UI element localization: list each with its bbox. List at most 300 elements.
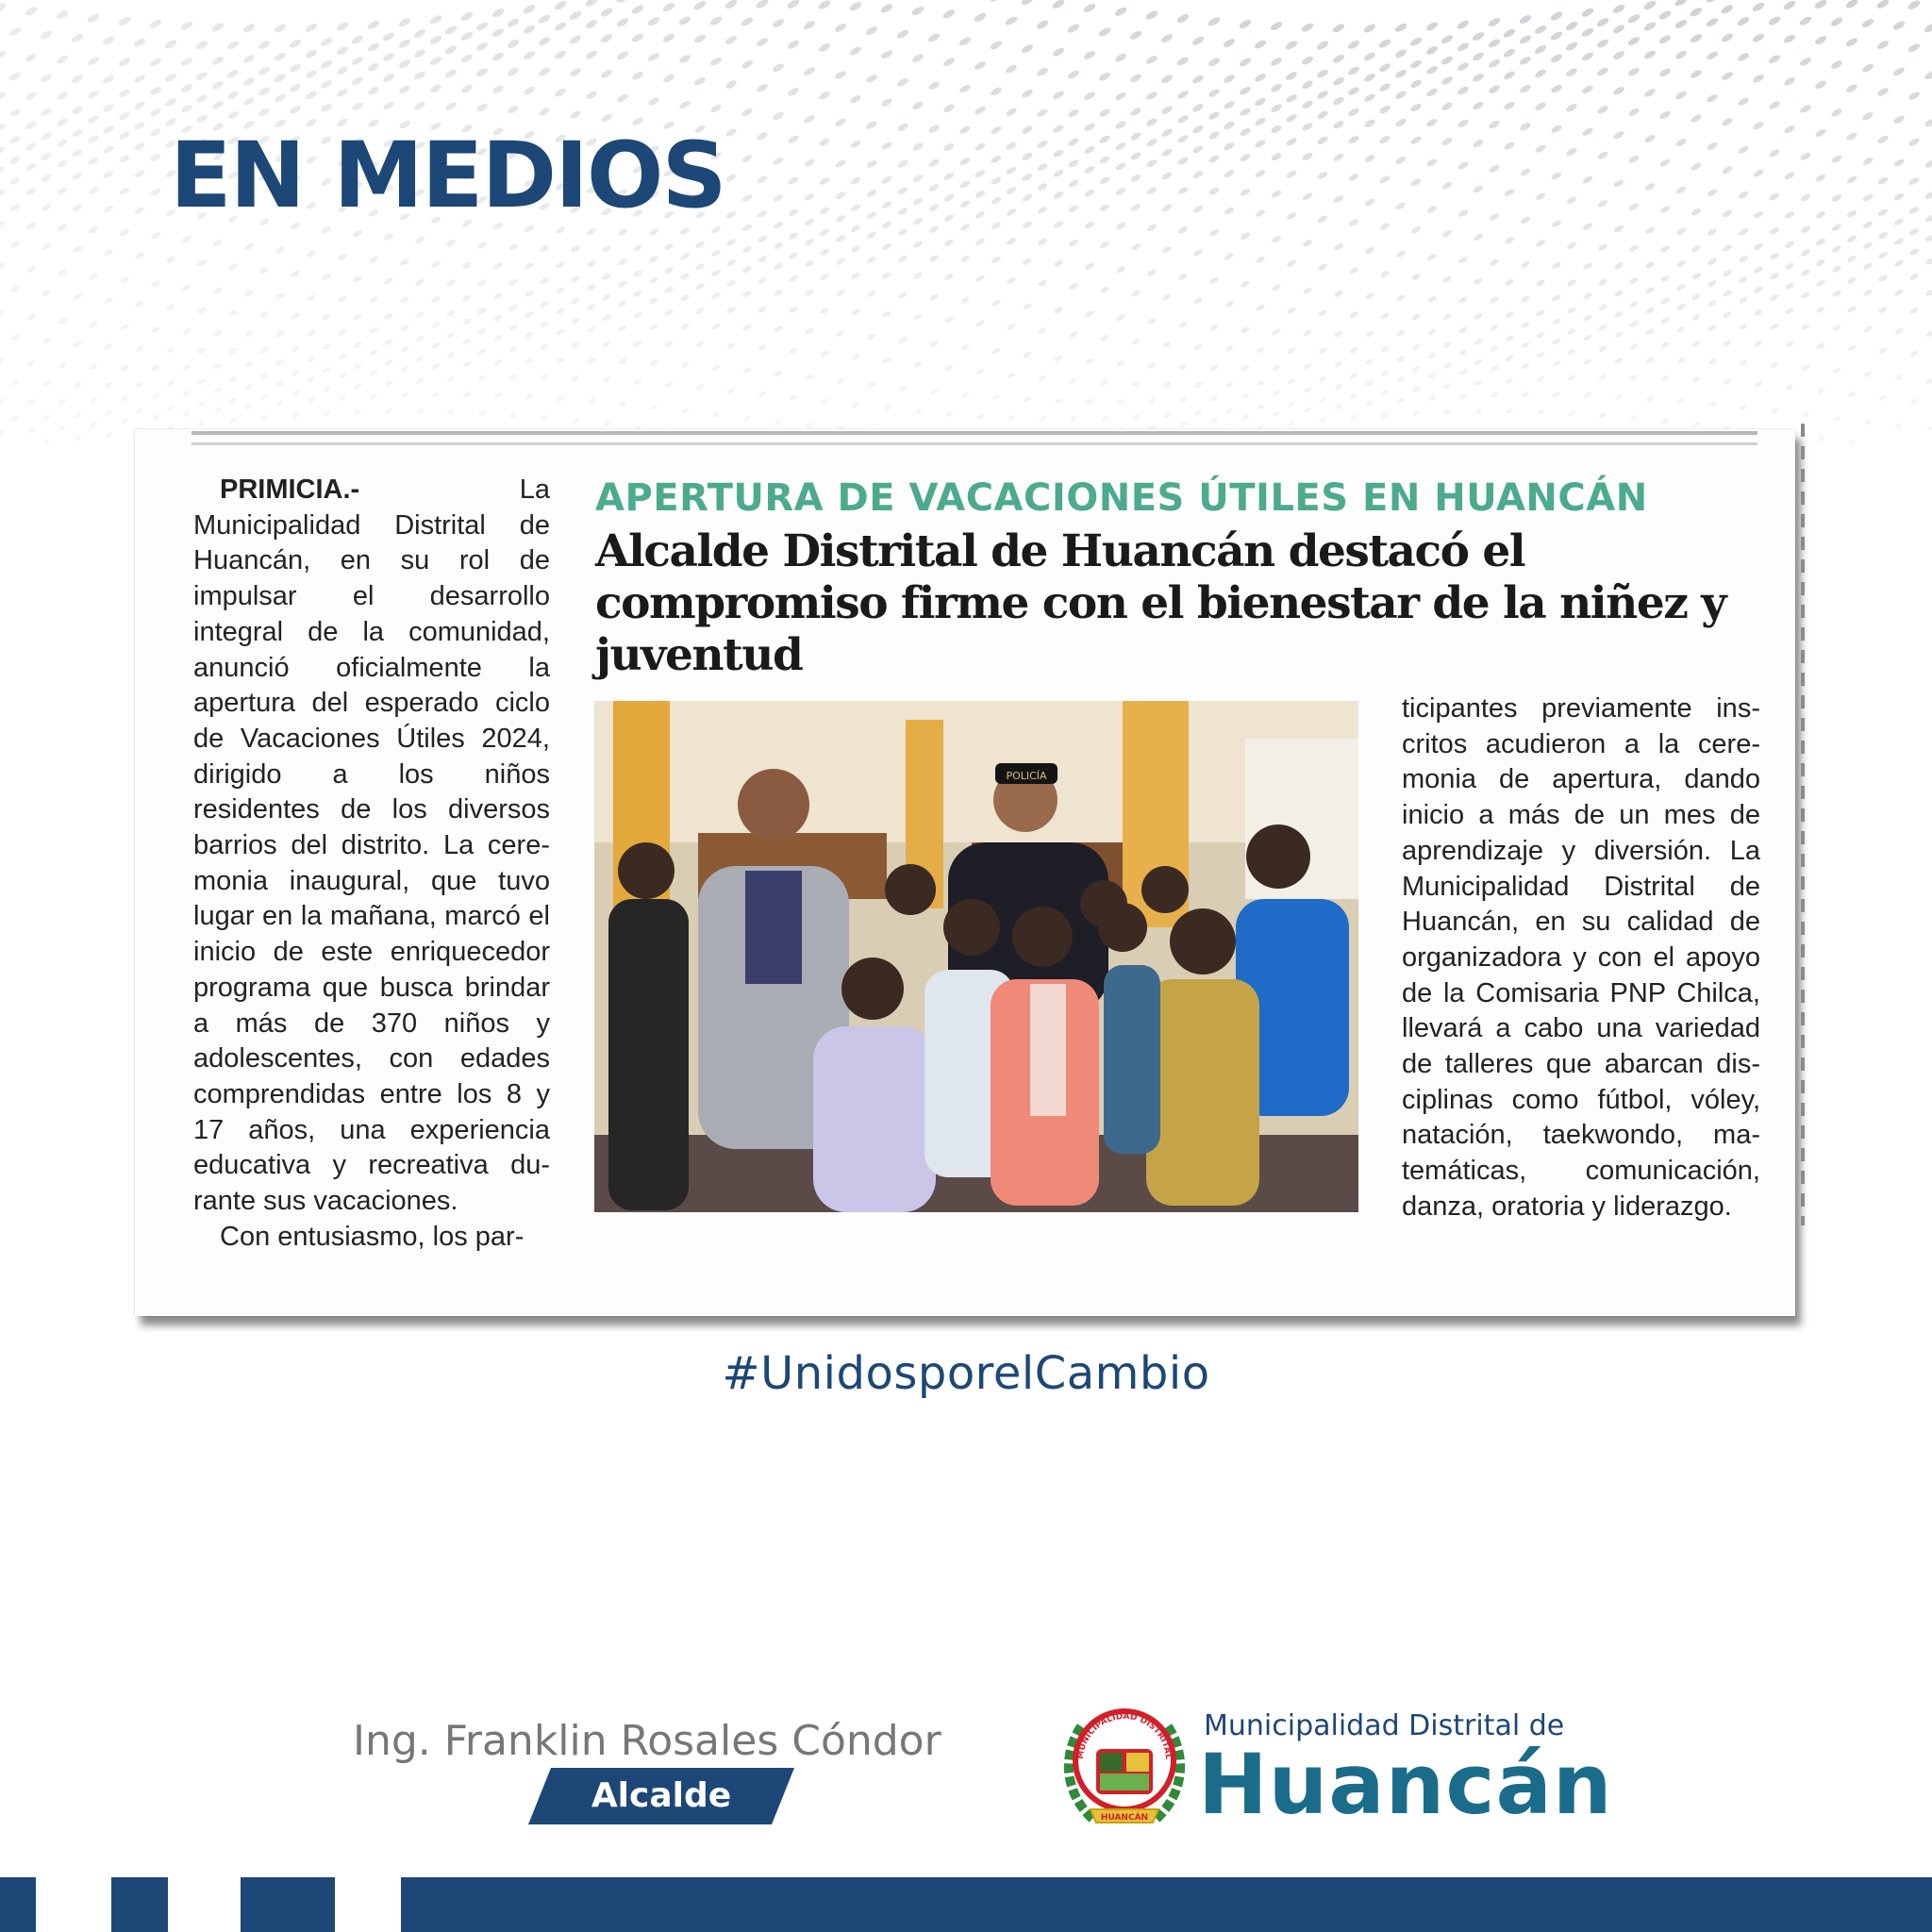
bg-dot <box>944 410 954 418</box>
bg-dot <box>772 62 785 74</box>
bg-dot <box>413 70 426 81</box>
bg-dot <box>1878 394 1888 402</box>
bg-dot <box>1565 102 1578 113</box>
bg-dot <box>103 170 115 180</box>
bg-dot <box>1147 361 1157 370</box>
bg-dot <box>1427 394 1437 402</box>
bg-dot <box>149 57 163 68</box>
bg-dot <box>693 75 707 87</box>
bg-dot <box>57 186 69 196</box>
bg-dot <box>833 22 847 34</box>
bg-dot <box>1628 243 1640 253</box>
bg-dot <box>1241 325 1251 334</box>
bg-dot <box>226 40 241 51</box>
bg-dot <box>103 296 113 306</box>
bg-dot <box>1021 88 1034 99</box>
bg-dot <box>880 141 892 151</box>
bg-dot <box>773 261 784 271</box>
bg-dot <box>1069 330 1079 339</box>
bg-dot <box>1363 72 1376 83</box>
bg-dot <box>817 0 832 11</box>
bg-dot <box>1442 341 1453 349</box>
bg-dot <box>1770 408 1779 415</box>
bg-dot <box>1409 36 1424 47</box>
bg-dot <box>523 50 537 61</box>
bg-dot <box>1053 220 1064 229</box>
bg-dot <box>866 210 877 220</box>
bg-dot <box>865 158 877 169</box>
bg-dot <box>1083 164 1095 175</box>
bg-dot <box>1908 227 1920 237</box>
bg-dot <box>1877 251 1889 260</box>
bg-dot <box>1925 425 1932 432</box>
bg-dot <box>1177 225 1189 235</box>
bg-dot <box>633 310 643 319</box>
bg-dot <box>820 397 829 405</box>
bg-dot <box>959 179 972 190</box>
bg-dot <box>1409 78 1423 90</box>
bg-dot <box>117 15 131 27</box>
bg-dot <box>1303 406 1312 413</box>
bg-dot <box>291 390 300 397</box>
bg-dot <box>1737 144 1749 155</box>
bg-dot <box>911 100 924 111</box>
bg-dot <box>1303 362 1312 371</box>
bg-dot <box>1006 276 1016 286</box>
bg-dot <box>1582 261 1593 271</box>
bg-dot <box>383 276 393 286</box>
footer-bar <box>0 1877 1932 1932</box>
bg-dot <box>663 266 675 275</box>
bg-dot <box>399 258 410 267</box>
hashtag: #UnidosporelCambio <box>722 1347 1210 1400</box>
bg-dot <box>835 214 846 224</box>
bg-dot <box>275 245 286 255</box>
bg-dot <box>725 210 737 220</box>
bg-dot <box>1847 344 1857 353</box>
bg-dot <box>1737 51 1751 62</box>
bg-dot <box>897 291 908 300</box>
bg-dot <box>1287 346 1296 355</box>
bg-dot <box>1738 296 1748 306</box>
bg-dot <box>1907 91 1921 102</box>
bg-dot <box>1783 75 1796 87</box>
bg-dot <box>710 291 721 301</box>
bg-dot <box>415 355 425 363</box>
bg-dot <box>942 103 956 114</box>
bg-dot <box>118 88 131 99</box>
bg-dot <box>1394 68 1407 79</box>
bg-dot <box>1270 103 1283 114</box>
bg-dot <box>1552 337 1562 345</box>
bg-dot <box>1191 124 1205 134</box>
bg-dot <box>803 114 816 125</box>
bg-dot <box>866 255 877 264</box>
bg-dot <box>928 183 941 193</box>
bg-dot <box>571 317 581 325</box>
bg-dot <box>1393 22 1407 34</box>
bg-dot <box>1675 226 1687 236</box>
bg-dot <box>1270 56 1284 67</box>
bg-dot <box>431 362 441 371</box>
bg-dot <box>1209 324 1220 332</box>
bg-dot <box>1645 327 1656 336</box>
bg-dot <box>1082 2 1096 14</box>
bg-dot <box>1907 0 1922 11</box>
bg-dot <box>1007 414 1016 422</box>
bg-dot <box>1924 158 1932 169</box>
bg-dot <box>353 312 363 321</box>
bg-dot <box>1894 327 1905 336</box>
bg-dot <box>1099 285 1109 294</box>
bg-dot <box>1596 66 1609 77</box>
bg-dot <box>631 32 645 43</box>
bg-dot <box>1053 168 1065 178</box>
bg-dot <box>71 128 84 139</box>
bg-dot <box>0 188 6 198</box>
bg-dot <box>1831 264 1842 274</box>
bg-dot <box>1347 107 1360 118</box>
bg-dot <box>1241 413 1250 421</box>
bg-dot <box>1829 16 1843 28</box>
bg-dot <box>1580 26 1594 39</box>
bg-dot <box>1427 327 1438 336</box>
bg-dot <box>120 323 130 331</box>
bg-dot <box>120 363 129 372</box>
bg-dot <box>1006 237 1017 246</box>
bg-dot <box>525 392 534 400</box>
bg-dot <box>881 271 892 280</box>
bg-dot <box>1876 87 1890 98</box>
bg-dot <box>1721 32 1735 43</box>
bg-dot <box>462 318 473 326</box>
bg-dot <box>304 22 318 34</box>
bg-dot <box>1924 70 1932 81</box>
bg-dot <box>1129 73 1142 84</box>
bg-dot <box>1472 72 1485 83</box>
bg-dot <box>1318 375 1327 384</box>
bg-dot <box>1612 130 1625 141</box>
bg-dot <box>990 125 1003 135</box>
bg-dot <box>1192 170 1205 180</box>
bg-dot <box>338 394 347 402</box>
bg-dot <box>1845 37 1859 48</box>
bg-dot <box>1784 307 1794 315</box>
bg-dot <box>757 234 768 243</box>
bg-dot <box>1753 168 1765 178</box>
bg-dot <box>1052 124 1065 134</box>
bg-dot <box>103 248 114 258</box>
bg-dot <box>477 348 487 357</box>
bg-dot <box>741 290 752 299</box>
bg-dot <box>320 58 334 70</box>
bg-dot <box>882 309 892 318</box>
bg-dot <box>866 290 876 299</box>
bg-dot <box>773 192 785 203</box>
bg-dot <box>1067 137 1079 147</box>
bg-dot <box>1083 122 1096 132</box>
bg-dot <box>1052 148 1064 158</box>
bg-dot <box>369 368 378 376</box>
bg-dot <box>1521 341 1531 349</box>
bg-dot <box>462 359 472 368</box>
bg-dot <box>1629 414 1639 422</box>
bg-dot <box>1831 223 1842 232</box>
bg-dot <box>944 316 955 325</box>
bg-dot <box>974 237 986 246</box>
bg-dot <box>352 275 362 284</box>
bg-dot <box>1642 0 1657 11</box>
bg-dot <box>1520 215 1531 225</box>
bg-dot <box>959 295 970 305</box>
bg-dot <box>1053 306 1063 314</box>
bg-dot <box>663 286 674 295</box>
bg-dot <box>1037 182 1049 192</box>
bg-dot <box>397 17 411 29</box>
bg-dot <box>648 255 659 264</box>
bg-dot <box>1596 104 1609 115</box>
bg-dot <box>1208 57 1222 68</box>
bg-dot <box>384 379 393 388</box>
bg-dot <box>913 312 924 321</box>
bg-dot <box>1674 18 1688 30</box>
bg-dot <box>1675 185 1688 195</box>
bg-dot <box>1474 338 1484 346</box>
bg-dot <box>1160 74 1174 85</box>
bg-dot <box>789 393 798 401</box>
bg-dot <box>1645 357 1655 365</box>
bg-dot <box>1036 66 1049 77</box>
bg-dot <box>646 0 661 1</box>
bg-dot <box>133 37 147 48</box>
bg-dot <box>1193 409 1203 417</box>
bg-dot <box>913 360 923 369</box>
bg-dot <box>648 296 658 306</box>
bg-dot <box>757 305 767 313</box>
bg-dot <box>555 307 565 315</box>
bg-dot <box>1192 204 1204 213</box>
bg-dot <box>1256 379 1265 388</box>
bg-dot <box>151 364 160 373</box>
bg-dot <box>1271 189 1283 199</box>
bg-dot <box>585 90 598 101</box>
bg-dot <box>0 2 8 14</box>
bg-dot <box>616 92 629 104</box>
bg-dot <box>1255 169 1267 179</box>
bg-dot <box>943 171 956 181</box>
bg-dot <box>1519 34 1533 45</box>
bg-dot <box>1722 243 1733 253</box>
bg-dot <box>695 383 705 391</box>
bg-dot <box>1629 374 1639 382</box>
bg-dot <box>39 29 53 42</box>
bg-dot <box>1707 358 1717 366</box>
bg-dot <box>694 282 705 291</box>
bg-dot <box>1707 299 1717 308</box>
bg-dot <box>742 324 753 332</box>
bg-dot <box>119 275 129 285</box>
bg-dot <box>850 224 861 233</box>
bg-dot <box>1583 333 1593 341</box>
bg-dot <box>928 254 940 263</box>
bg-dot <box>1801 411 1810 419</box>
bg-dot <box>1580 7 1594 19</box>
bg-dot <box>72 292 82 302</box>
bg-dot <box>1363 51 1377 62</box>
bg-dot <box>1738 255 1749 264</box>
bg-dot <box>616 50 630 61</box>
bg-dot <box>180 103 193 114</box>
bg-dot <box>213 329 224 338</box>
bg-dot <box>1644 286 1655 295</box>
bg-dot <box>958 125 972 135</box>
bg-dot <box>1255 208 1266 218</box>
article-kicker: APERTURA DE VACACIONES ÚTILES EN HUANCÁN <box>595 476 1648 520</box>
bg-dot <box>1722 269 1733 278</box>
bg-dot <box>290 269 301 278</box>
bg-dot <box>1768 148 1780 158</box>
bg-dot <box>818 90 831 101</box>
bg-dot <box>711 410 721 418</box>
bg-dot <box>1691 313 1702 322</box>
bg-dot <box>431 391 441 398</box>
bg-dot <box>774 325 784 333</box>
bg-dot <box>1908 176 1921 187</box>
bg-dot <box>680 407 690 414</box>
bg-dot <box>679 293 690 303</box>
bg-dot <box>244 360 254 369</box>
bg-dot <box>10 333 21 341</box>
bg-dot <box>166 404 175 411</box>
bg-dot <box>337 252 348 261</box>
bg-dot <box>1503 141 1515 151</box>
bg-dot <box>1378 62 1391 74</box>
bg-dot <box>1597 277 1607 287</box>
bg-dot <box>1365 379 1374 388</box>
bg-dot <box>990 86 1003 97</box>
bg-dot <box>1396 329 1407 338</box>
bg-dot <box>599 7 613 19</box>
bg-dot <box>741 265 753 275</box>
bg-dot <box>1223 100 1236 111</box>
bg-dot <box>974 142 986 152</box>
bg-dot <box>213 362 223 371</box>
bg-dot <box>912 174 924 184</box>
bg-dot <box>648 227 659 237</box>
bg-dot <box>1270 82 1283 93</box>
bg-dot <box>415 335 425 343</box>
bg-dot <box>428 13 442 25</box>
bg-dot <box>1331 23 1345 35</box>
bg-dot <box>773 220 784 229</box>
bg-dot <box>1191 35 1206 46</box>
bg-dot <box>1689 6 1703 18</box>
bg-dot <box>586 259 597 269</box>
bg-dot <box>305 48 319 59</box>
bg-dot <box>1782 0 1797 11</box>
bg-dot <box>1707 257 1718 266</box>
bg-dot <box>1272 327 1282 336</box>
bg-dot <box>1287 400 1296 408</box>
bg-dot <box>475 102 489 113</box>
bg-dot <box>1425 64 1439 75</box>
bg-dot <box>1614 330 1624 339</box>
bg-dot <box>974 105 987 116</box>
bg-dot <box>756 36 770 47</box>
bg-dot <box>40 107 53 118</box>
bg-dot <box>819 176 831 187</box>
bg-dot <box>1145 138 1158 148</box>
bg-dot <box>227 262 239 272</box>
bg-dot <box>197 377 207 386</box>
bg-dot <box>1176 90 1190 101</box>
bg-dot <box>1224 169 1236 179</box>
bg-dot <box>431 321 441 329</box>
bg-dot <box>73 435 81 442</box>
bg-dot <box>353 408 362 416</box>
bg-dot <box>1769 293 1779 303</box>
bg-dot <box>1083 49 1097 60</box>
bg-dot <box>1660 316 1671 325</box>
bg-dot <box>570 275 580 284</box>
bg-dot <box>1598 411 1607 419</box>
bg-dot <box>1347 65 1360 76</box>
bg-dot <box>73 381 82 390</box>
bg-dot <box>1318 396 1327 404</box>
bg-dot <box>1846 234 1857 243</box>
bg-dot <box>26 398 36 406</box>
bg-dot <box>1191 102 1205 113</box>
bg-dot <box>1923 22 1932 34</box>
bg-dot <box>1052 90 1065 101</box>
bg-dot <box>1924 257 1932 266</box>
bg-dot <box>649 358 658 367</box>
bg-dot <box>1783 124 1796 134</box>
bg-dot <box>1021 125 1034 135</box>
bg-dot <box>1442 361 1452 370</box>
bg-dot <box>1193 342 1204 351</box>
bg-dot <box>617 258 628 267</box>
bg-dot <box>1318 416 1327 424</box>
bg-dot <box>646 15 660 27</box>
bg-dot <box>1845 131 1858 142</box>
bg-dot <box>1815 258 1826 267</box>
bg-dot <box>1878 346 1888 355</box>
bg-dot <box>71 32 85 43</box>
bg-dot <box>912 271 924 280</box>
bg-dot <box>898 384 908 391</box>
bg-dot <box>1877 306 1888 314</box>
bg-dot <box>1722 289 1732 298</box>
bg-dot <box>1302 287 1312 296</box>
bg-dot <box>929 340 940 348</box>
bg-dot <box>1146 268 1158 277</box>
bg-dot <box>164 97 177 108</box>
bg-dot <box>1473 184 1485 194</box>
bg-dot <box>1722 208 1733 218</box>
bg-dot <box>1847 391 1857 398</box>
bg-dot <box>273 23 287 35</box>
bg-dot <box>1473 232 1484 242</box>
bg-dot <box>228 375 238 384</box>
bg-dot <box>1739 404 1748 411</box>
bg-dot <box>1067 69 1080 80</box>
bg-dot <box>274 73 287 84</box>
bg-dot <box>1706 92 1719 104</box>
bg-dot <box>211 55 225 66</box>
bg-dot <box>1505 355 1514 363</box>
bg-dot <box>274 51 288 62</box>
